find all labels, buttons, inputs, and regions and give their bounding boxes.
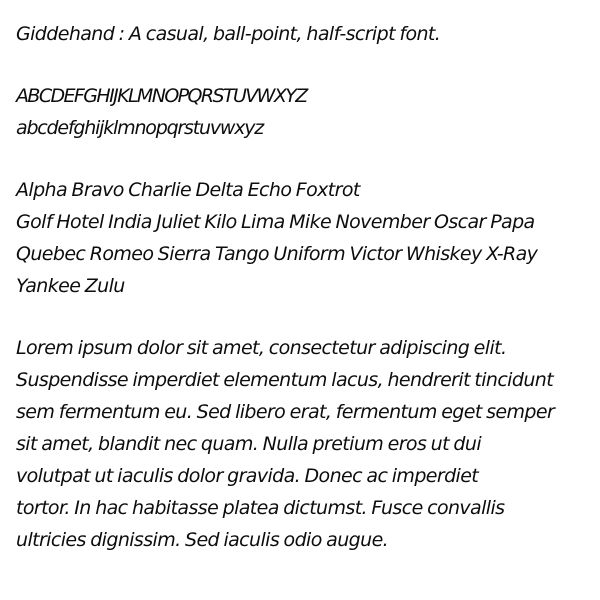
phonetic-line-4: Yankee Zulu <box>16 275 125 297</box>
phonetic-line-3: Quebec Romeo Sierra Tango Uniform Victor Whiskey X-Ray <box>16 243 538 265</box>
lorem-line-7: ultricies dignissim. Sed iaculis odio augue. <box>16 529 389 551</box>
phonetic-line-2: Golf Hotel India Juliet Kilo Lima Mike November Oscar Papa <box>16 211 535 233</box>
lorem-line-3: sem fermentum eu. Sed libero erat, fermentum eget semper <box>16 401 555 423</box>
font-title-line: Giddehand : A casual, ball-point, half-script font. <box>16 23 441 45</box>
lorem-line-4: sit amet, blandit nec quam. Nulla pretium eros ut dui <box>16 433 481 455</box>
lorem-line-1: Lorem ipsum dolor sit amet, consectetur adipiscing elit. <box>16 337 507 359</box>
spacer <box>16 144 600 174</box>
phonetic-line-1: Alpha Bravo Charlie Delta Echo Foxtrot <box>16 179 360 201</box>
spacer <box>16 50 600 80</box>
lorem-line-2: Suspendisse imperdiet elementum lacus, hendrerit tincidunt <box>16 369 554 391</box>
lorem-line-5: volutpat ut iaculis dolor gravida. Donec ac imperdiet <box>16 465 479 487</box>
spacer <box>16 302 600 332</box>
lowercase-alphabet: abcdefghijklmnopqrstuvwxyz <box>16 117 264 139</box>
lorem-line-6: tortor. In hac habitasse platea dictumst. Fusce convallis <box>16 497 505 519</box>
uppercase-alphabet: ABCDEFGHIJKLMNOPQRSTUVWXYZ <box>16 85 307 107</box>
